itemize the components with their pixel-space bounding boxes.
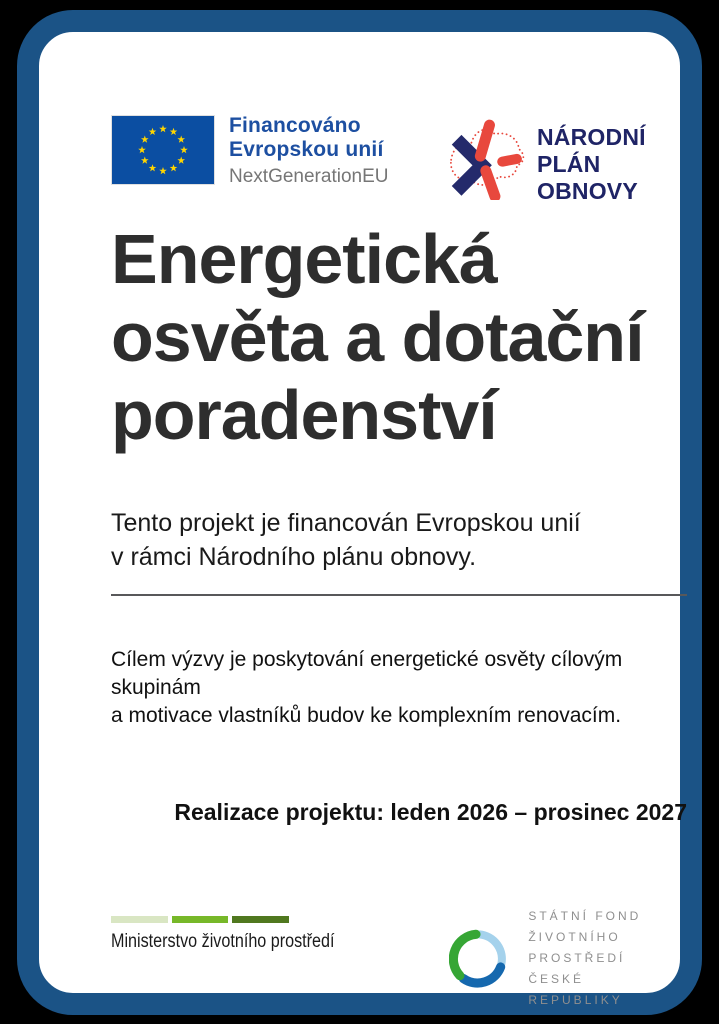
state-fund-swirl-icon: [449, 922, 506, 996]
ministry-bars-icon: [111, 916, 289, 923]
eu-funding-text: [229, 114, 388, 189]
description-line2: a motivace vlastníků budov ke komplexním renovacím.: [111, 704, 622, 727]
state-fund-line3: ČESKÉ REPUBLIKY: [528, 972, 623, 1007]
state-fund-logo: [449, 906, 680, 1011]
ministry-bar-dark: [232, 916, 289, 923]
npo-logo-icon: [437, 116, 531, 200]
title-line1: Energetická: [111, 220, 497, 298]
title-line3: poradenství: [111, 376, 497, 454]
eu-funding-line3: NextGenerationEU: [229, 166, 389, 187]
subtitle-line1: Tento projekt je financován Evropskou unií: [111, 509, 581, 537]
eu-funding-line2: Evropskou unií: [229, 138, 384, 161]
ministry-bar-mid: [172, 916, 229, 923]
eu-flag-icon: [112, 116, 214, 184]
state-fund-line2: ŽIVOTNÍHO PROSTŘEDÍ: [528, 930, 626, 965]
state-fund-text: [528, 906, 680, 1011]
realization-dates: Realizace projektu: leden 2026 – prosinec 2027: [174, 799, 687, 825]
state-fund-line1: STÁTNÍ FOND: [528, 909, 642, 923]
ministry-label: Ministerstvo životního prostředí: [111, 931, 335, 952]
npo-line2: PLÁN OBNOVY: [537, 151, 638, 204]
poster-card: [17, 10, 702, 1015]
subtitle: [111, 506, 581, 574]
subtitle-line2: v rámci Národního plánu obnovy.: [111, 543, 477, 571]
eu-funding-line1: Financováno: [229, 114, 361, 137]
title-line2: osvěta a dotační: [111, 298, 644, 376]
npo-line1: NÁRODNÍ: [537, 124, 646, 150]
description-line1: Cílem výzvy je poskytování energetické osvěty cílovým skupinám: [111, 648, 623, 699]
npo-wordmark: [537, 124, 680, 205]
ministry-bar-light: [111, 916, 168, 923]
divider-line: [111, 594, 687, 596]
ministry-logo: [111, 916, 335, 953]
page-title: [111, 220, 691, 454]
description: [111, 646, 680, 730]
